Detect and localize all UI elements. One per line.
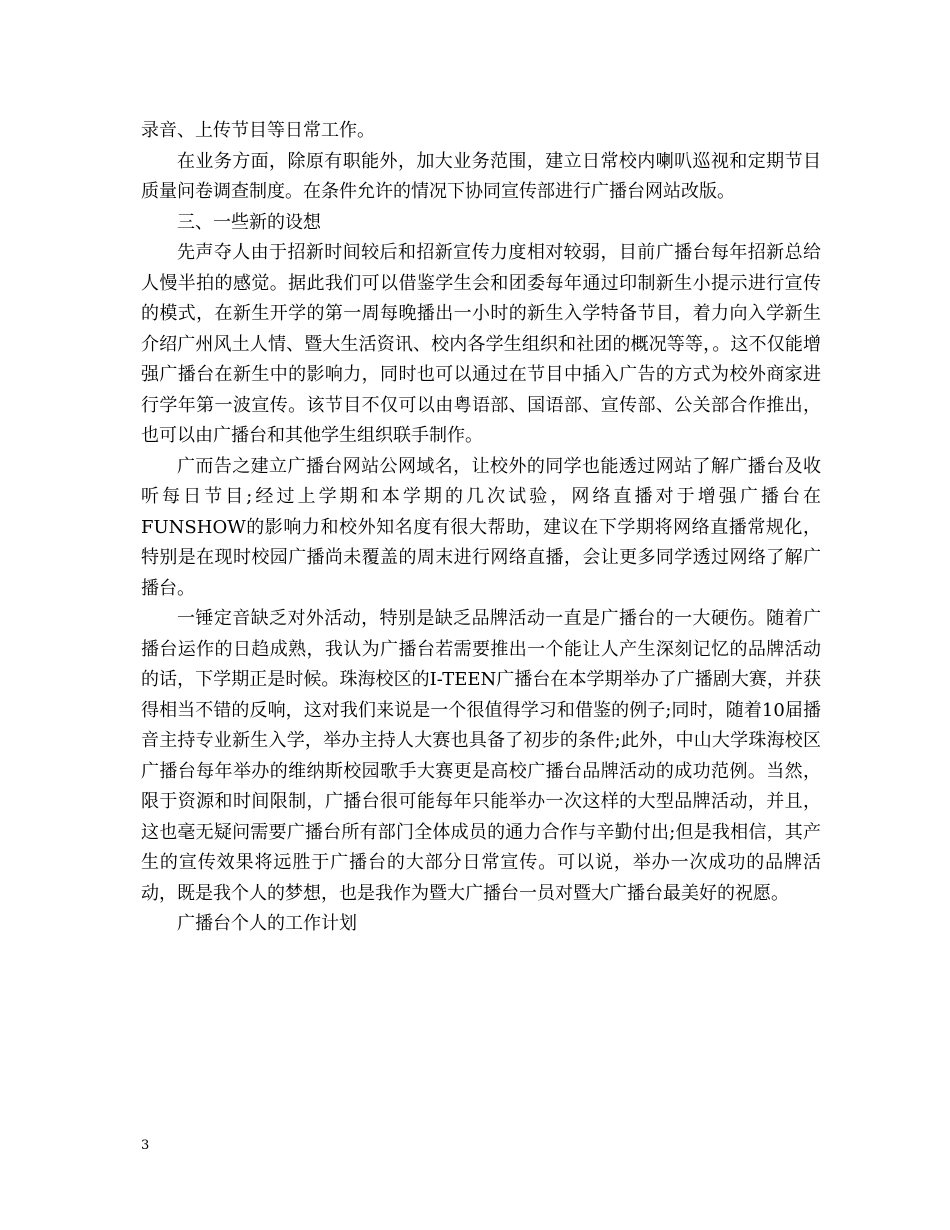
paragraph-recruitment: 先声夺人由于招新时间较后和招新宣传力度相对较弱，目前广播台每年招新总给人慢半拍的感觉。据此我们可以借鉴学生会和团委每年通过印制新生小提示进行宣传的模式，在新生开学的第一周每晚播出一小时的新生入学特备节目，着力向入学新生介绍广州风土人情、暨大生活资讯、校内各学生组织和社团的概况等等，。这不仅能增强广播台在新生中的影响力，同时也可以通过在节目中插入广告的方式为校外商家进行学年第一波宣传。该节目不仅可以由粤语部、国语部、宣传部、公关部合作推出，也可以由广播台和其他学生组织联手制作。: [141, 242, 821, 446]
paragraph-brand-activity: 一锤定音缺乏对外活动，特别是缺乏品牌活动一直是广播台的一大硬伤。随着广播台运作的日趋成熟，我认为广播台若需要推出一个能让人产生深刻记忆的品牌活动的话，下学期正是时候。珠海校区的I-TEEN广播台在本学期举办了广播剧大赛，并获得相当不错的反响，这对我们来说是一个很值得学习和借鉴的例子;同时，随着10届播音主持专业新生入学，举办主持人大赛也具备了初步的条件;此外，中山大学珠海校区广播台每年举办的维纳斯校园歌手大赛更是高校广播台品牌活动的成功范例。当然，限于资源和时间限制，广播台很可能每年只能举办一次这样的大型品牌活动，并且，这也毫无疑问需要广播台所有部门全体成员的通力合作与辛勤付出;但是我相信，其产生的宣传效果将远胜于广播台的大部分日常宣传。可以说，举办一次成功的品牌活动，既是我个人的梦想，也是我作为暨大广播台一员对暨大广播台最美好的祝愿。: [141, 608, 821, 904]
paragraph-business-scope: 在业务方面，除原有职能外，加大业务范围，建立日常校内喇叭巡视和定期节目质量问卷调查制度。在条件允许的情况下协同宣传部进行广播台网站改版。: [141, 150, 821, 202]
paragraph-continuation: 录音、上传节目等日常工作。: [141, 120, 375, 141]
closing-title: 广播台个人的工作计划: [177, 913, 357, 934]
paragraph-website: 广而告之建立广播台网站公网域名，让校外的同学也能透过网站了解广播台及收听每日节目;经过上学期和本学期的几次试验，网络直播对于增强广播台在FUNSHOW的影响力和校外知名度有很大帮助，建议在下学期将网络直播常规化，特别是在现时校园广播尚未覆盖的周末进行网络直播，会让更多同学透过网络了解广播台。: [141, 455, 821, 599]
page-number: 3: [141, 1138, 150, 1153]
document-body: [141, 116, 821, 940]
section-heading-new-ideas: 三、一些新的设想: [177, 211, 321, 233]
